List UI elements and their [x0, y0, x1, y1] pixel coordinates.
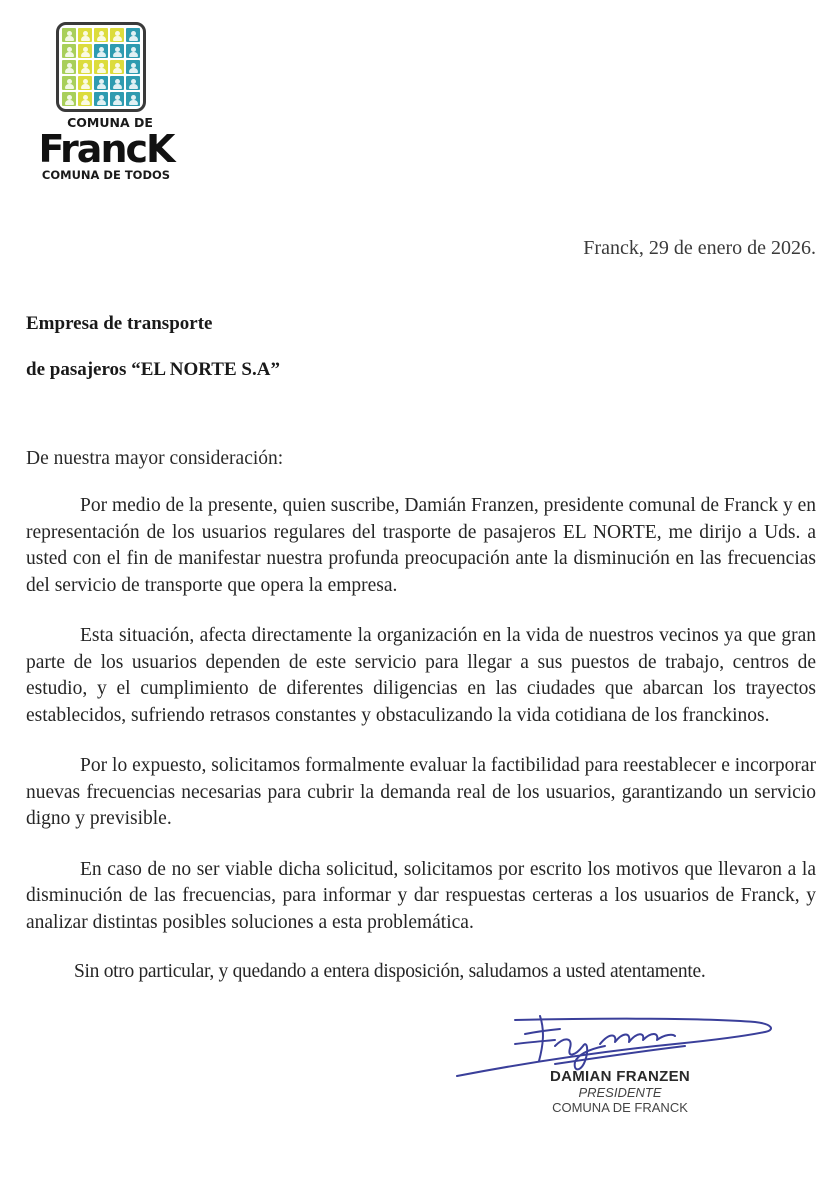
closing-line: Sin otro particular, y quedando a entera disposición, saludamos a usted atentamente. — [74, 961, 706, 982]
logo-top-text: COMUNA DE — [67, 115, 153, 130]
logo-grid-cell — [62, 76, 76, 90]
logo-grid-cell — [62, 44, 76, 58]
signatory-details — [450, 1068, 790, 1115]
logo-grid-cell — [126, 92, 140, 106]
logo-grid-cell — [94, 44, 108, 58]
logo-grid-cell — [126, 44, 140, 58]
logo-grid-cell — [94, 28, 108, 42]
recipient-line-1: Empresa de transporte — [26, 313, 213, 334]
body-paragraph: Esta situación, afecta directamente la organización en la vida de nuestros vecinos ya que gran parte de los usuarios dependen de este servicio para llegar a sus puestos de trabajo, centros de estudio, y el cumplimiento de diferentes diligencias en las ciudades que abarcan los trayectos establecidos, sufriendo retrasos constantes y obstaculizando la vida cotidiana de los franckinos. — [26, 625, 816, 726]
signature-stroke — [600, 1034, 675, 1044]
letter-date: Franck, 29 de enero de 2026. — [583, 237, 816, 259]
signatory-organization: COMUNA DE FRANCK — [552, 1100, 688, 1115]
body-paragraph: En caso de no ser viable dicha solicitud, solicitamos por escrito los motivos que llevaron a la disminución de las frecuencias, para informar y dar respuestas certeras a los usuarios de Franck, y analizar distintas posibles soluciones a esta problemática. — [26, 858, 816, 933]
signature-stroke — [555, 1046, 685, 1064]
logo-grid-cell — [110, 76, 124, 90]
signatory-title: PRESIDENTE — [578, 1085, 662, 1100]
signature-stroke — [515, 1040, 555, 1044]
logo-grid-cell — [110, 92, 124, 106]
logo-grid-cell — [126, 28, 140, 42]
signature-stroke — [555, 1039, 605, 1069]
signature-stroke — [539, 1016, 543, 1061]
logo-grid-cell — [126, 76, 140, 90]
logo-people-grid — [56, 22, 146, 112]
body-paragraph: Por lo expuesto, solicitamos formalmente evaluar la factibilidad para reestablecer e incorporar nuevas frecuencias necesarias para cubrir la demanda real de los usuarios, garantizando un servicio digno y previsible. — [26, 755, 816, 829]
logo-grid-cell — [78, 60, 92, 74]
logo-grid-cell — [126, 60, 140, 74]
logo-grid-cell — [94, 92, 108, 106]
logo-grid-cell — [110, 44, 124, 58]
logo-grid-cell — [94, 76, 108, 90]
comuna-franck-logo — [26, 22, 186, 182]
logo-grid-cell — [78, 76, 92, 90]
signature-block — [26, 1006, 816, 1136]
body-paragraph: Por medio de la presente, quien suscribe, Damián Franzen, presidente comunal de Franck y en representación de los usuarios regulares del trasporte de pasajeros EL NORTE, me dirijo a Uds. a usted con el fin de manifestar nuestra profunda preocupación ante la disminución en las frecuencias del servicio de transporte que opera la empresa. — [26, 495, 816, 596]
signatory-name: DAMIAN FRANZEN — [549, 1068, 691, 1085]
logo-grid-cell — [62, 28, 76, 42]
logo-grid-cell — [78, 44, 92, 58]
letter-body — [26, 236, 816, 1136]
logo-name: FrancK — [38, 127, 174, 171]
logo-grid-cell — [62, 60, 76, 74]
logo-grid-cell — [94, 60, 108, 74]
logo-grid-cell — [78, 92, 92, 106]
logo-tagline: COMUNA DE TODOS — [41, 168, 171, 182]
logo-grid-cell — [110, 60, 124, 74]
recipient-line-2: de pasajeros “EL NORTE S.A” — [26, 359, 280, 380]
logo-grid-cell — [110, 28, 124, 42]
logo-grid-cell — [78, 28, 92, 42]
logo-grid-cell — [62, 92, 76, 106]
salutation: De nuestra mayor consideración: — [26, 448, 284, 469]
